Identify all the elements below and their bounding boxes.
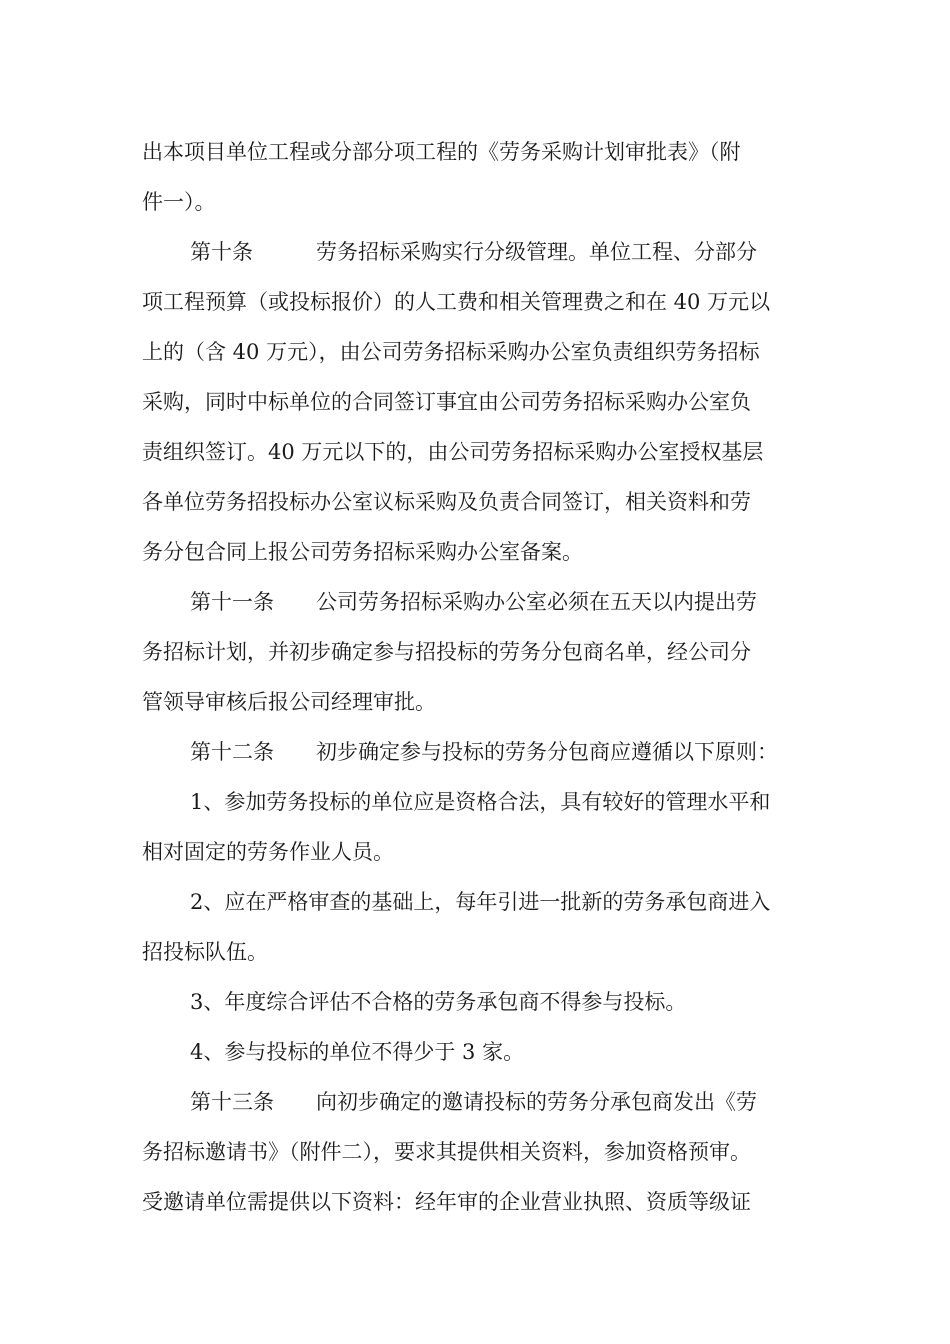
- text-line: 相对固定的劳务作业人员。: [142, 840, 394, 864]
- text-line: 出本项目单位工程或分部分项工程的《劳务采购计划审批表》（附: [142, 140, 741, 164]
- text-line: 招投标队伍。: [142, 940, 268, 964]
- article-10-heading-line: 第十条 劳务招标采购实行分级管理。单位工程、分部分: [190, 240, 757, 264]
- article-13-heading-line: 第十三条 向初步确定的邀请投标的劳务分承包商发出《劳: [190, 1090, 757, 1114]
- text-line: 各单位劳务招投标办公室议标采购及负责合同签订，相关资料和劳: [142, 490, 751, 514]
- list-item-3-line: 3、年度综合评估不合格的劳务承包商不得参与投标。: [190, 990, 687, 1014]
- text-line: 责组织签订。40 万元以下的，由公司劳务招标采购办公室授权基层: [142, 440, 764, 464]
- text-line: 务分包合同上报公司劳务招标采购办公室备案。: [142, 540, 583, 564]
- text-line: 件一）。: [142, 190, 216, 214]
- text-line: 务招标邀请书》（附件二），要求其提供相关资料，参加资格预审。: [142, 1140, 751, 1164]
- article-12-heading-line: 第十二条 初步确定参与投标的劳务分包商应遵循以下原则：: [190, 740, 778, 764]
- article-11-heading-line: 第十一条 公司劳务招标采购办公室必须在五天以内提出劳: [190, 590, 757, 614]
- text-line: 管领导审核后报公司经理审批。: [142, 690, 436, 714]
- text-line: 务招标计划，并初步确定参与招投标的劳务分包商名单，经公司分: [142, 640, 751, 664]
- list-item-2-line: 2、应在严格审查的基础上，每年引进一批新的劳务承包商进入: [190, 890, 771, 914]
- text-line: 采购，同时中标单位的合同签订事宜由公司劳务招标采购办公室负: [142, 390, 751, 414]
- list-item-4-line: 4、参与投标的单位不得少于 3 家。: [190, 1040, 525, 1064]
- text-line: 项工程预算（或投标报价）的人工费和相关管理费之和在 40 万元以: [142, 290, 771, 314]
- text-line: 受邀请单位需提供以下资料：经年审的企业营业执照、资质等级证: [142, 1190, 751, 1214]
- text-line: 上的（含 40 万元），由公司劳务招标采购办公室负责组织劳务招标: [142, 340, 760, 364]
- list-item-1-line: 1、参加劳务投标的单位应是资格合法，具有较好的管理水平和: [190, 790, 771, 814]
